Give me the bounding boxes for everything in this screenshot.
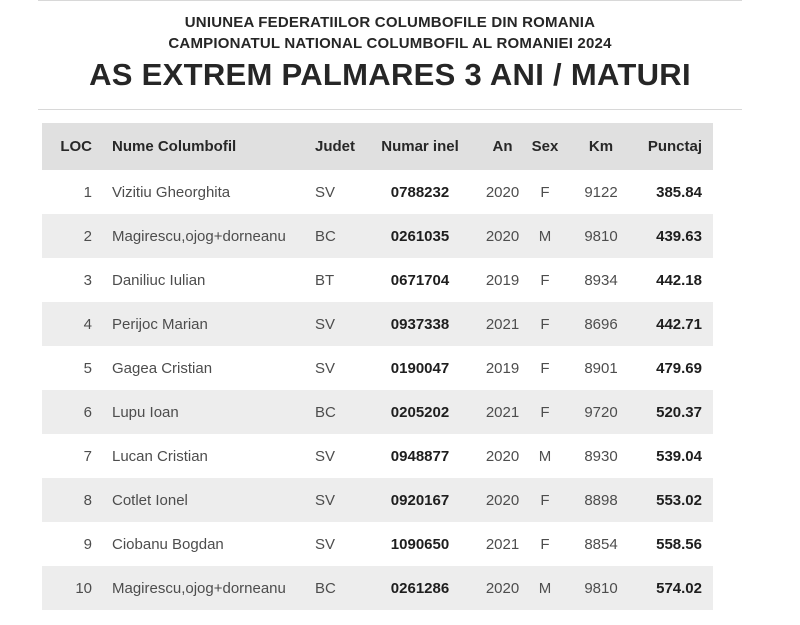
- cell-loc: 9: [83, 535, 92, 553]
- cell-nume: Perijoc Marian: [112, 315, 208, 333]
- table-header-row: [42, 123, 713, 170]
- cell-sex: F: [540, 491, 550, 509]
- page-title: AS EXTREM PALMARES 3 ANI / MATURI: [89, 57, 691, 92]
- table-row: [42, 214, 713, 258]
- cell-nume: Daniliuc Iulian: [112, 271, 206, 289]
- cell-numar-inel: 0948877: [390, 447, 450, 465]
- cell-numar-inel: 0205202: [390, 403, 450, 421]
- cell-km: 8901: [584, 359, 618, 377]
- cell-numar-inel: 0261286: [390, 579, 450, 597]
- cell-km: 8930: [584, 447, 618, 465]
- column-header-punctaj: Punctaj: [647, 138, 702, 155]
- cell-sex: F: [540, 183, 550, 201]
- cell-loc: 6: [83, 403, 92, 421]
- cell-numar-inel: 0937338: [390, 315, 450, 333]
- cell-an: 2021: [485, 315, 520, 333]
- cell-punctaj: 574.02: [656, 579, 702, 597]
- table-row: [42, 170, 713, 214]
- cell-punctaj: 442.71: [656, 315, 702, 333]
- cell-punctaj: 442.18: [656, 271, 702, 289]
- cell-an: 2020: [485, 183, 520, 201]
- ranking-table: [42, 123, 713, 610]
- cell-judet: SV: [315, 535, 336, 553]
- cell-punctaj: 553.02: [656, 491, 702, 509]
- cell-numar-inel: 0920167: [390, 491, 450, 509]
- cell-an: 2021: [485, 535, 520, 553]
- cell-km: 8854: [584, 535, 618, 553]
- table-row: [42, 258, 713, 302]
- cell-loc: 7: [83, 447, 92, 465]
- column-header-loc: LOC: [60, 138, 92, 155]
- report-header: [38, 1, 742, 93]
- cell-judet: SV: [315, 447, 336, 465]
- cell-nume: Magirescu,ojog+dorneanu: [112, 227, 286, 245]
- cell-judet: BC: [315, 579, 336, 597]
- table-row: [42, 390, 713, 434]
- table-body: [42, 170, 713, 610]
- cell-punctaj: 439.63: [656, 227, 702, 245]
- federation-title: UNIUNEA FEDERATIILOR COLUMBOFILE DIN ROMANIA: [184, 14, 596, 31]
- cell-nume: Cotlet Ionel: [112, 491, 188, 509]
- table-row: [42, 346, 713, 390]
- cell-sex: F: [540, 359, 550, 377]
- table-row: [42, 302, 713, 346]
- cell-loc: 1: [83, 183, 92, 201]
- table-row: [42, 522, 713, 566]
- cell-km: 9810: [584, 579, 618, 597]
- table-row: [42, 566, 713, 610]
- cell-km: 8898: [584, 491, 618, 509]
- column-header-judet: Judet: [315, 138, 356, 155]
- cell-nume: Vizitiu Gheorghita: [112, 183, 231, 201]
- cell-an: 2020: [485, 227, 520, 245]
- cell-km: 8934: [584, 271, 618, 289]
- cell-sex: F: [540, 403, 550, 421]
- cell-sex: M: [538, 447, 552, 465]
- cell-punctaj: 558.56: [656, 535, 702, 553]
- results-report: [38, 0, 742, 610]
- cell-nume: Lupu Ioan: [112, 403, 179, 421]
- cell-sex: F: [540, 535, 550, 553]
- championship-title: CAMPIONATUL NATIONAL COLUMBOFIL AL ROMANIEI 2024: [168, 35, 612, 52]
- cell-loc: 10: [75, 579, 92, 597]
- cell-an: 2019: [485, 359, 520, 377]
- cell-numar-inel: 0190047: [390, 359, 450, 377]
- cell-sex: F: [540, 271, 550, 289]
- cell-punctaj: 539.04: [656, 447, 702, 465]
- cell-sex: M: [538, 227, 552, 245]
- column-header-nume: Nume Columbofil: [112, 138, 237, 155]
- cell-numar-inel: 1090650: [390, 535, 450, 553]
- cell-judet: BC: [315, 403, 336, 421]
- cell-nume: Gagea Cristian: [112, 359, 213, 377]
- cell-an: 2020: [485, 491, 520, 509]
- cell-judet: SV: [315, 315, 336, 333]
- cell-judet: SV: [315, 359, 336, 377]
- cell-loc: 8: [83, 491, 92, 509]
- column-header-km: Km: [588, 138, 614, 155]
- cell-an: 2021: [485, 403, 520, 421]
- cell-judet: SV: [315, 183, 336, 201]
- cell-km: 9720: [584, 403, 618, 421]
- cell-judet: BT: [315, 271, 335, 289]
- cell-nume: Ciobanu Bogdan: [112, 535, 224, 553]
- cell-loc: 2: [83, 227, 92, 245]
- cell-km: 8696: [584, 315, 618, 333]
- cell-punctaj: 520.37: [656, 403, 702, 421]
- cell-numar-inel: 0261035: [390, 227, 450, 245]
- cell-loc: 3: [83, 271, 92, 289]
- cell-numar-inel: 0671704: [390, 271, 450, 289]
- table-row: [42, 478, 713, 522]
- cell-sex: F: [540, 315, 550, 333]
- cell-an: 2019: [485, 271, 520, 289]
- cell-judet: SV: [315, 491, 336, 509]
- cell-loc: 4: [83, 315, 92, 333]
- column-header-an: An: [492, 138, 513, 155]
- cell-nume: Lucan Cristian: [112, 447, 208, 465]
- cell-sex: M: [538, 579, 552, 597]
- cell-km: 9122: [584, 183, 618, 201]
- cell-km: 9810: [584, 227, 618, 245]
- cell-an: 2020: [485, 447, 520, 465]
- cell-numar-inel: 0788232: [390, 183, 450, 201]
- header-divider: [38, 109, 742, 110]
- cell-punctaj: 385.84: [656, 183, 702, 201]
- cell-punctaj: 479.69: [656, 359, 702, 377]
- table-row: [42, 434, 713, 478]
- cell-an: 2020: [485, 579, 520, 597]
- column-header-sex: Sex: [531, 138, 559, 155]
- cell-judet: BC: [315, 227, 336, 245]
- cell-nume: Magirescu,ojog+dorneanu: [112, 579, 286, 597]
- column-header-numar-inel: Numar inel: [381, 138, 459, 155]
- cell-loc: 5: [83, 359, 92, 377]
